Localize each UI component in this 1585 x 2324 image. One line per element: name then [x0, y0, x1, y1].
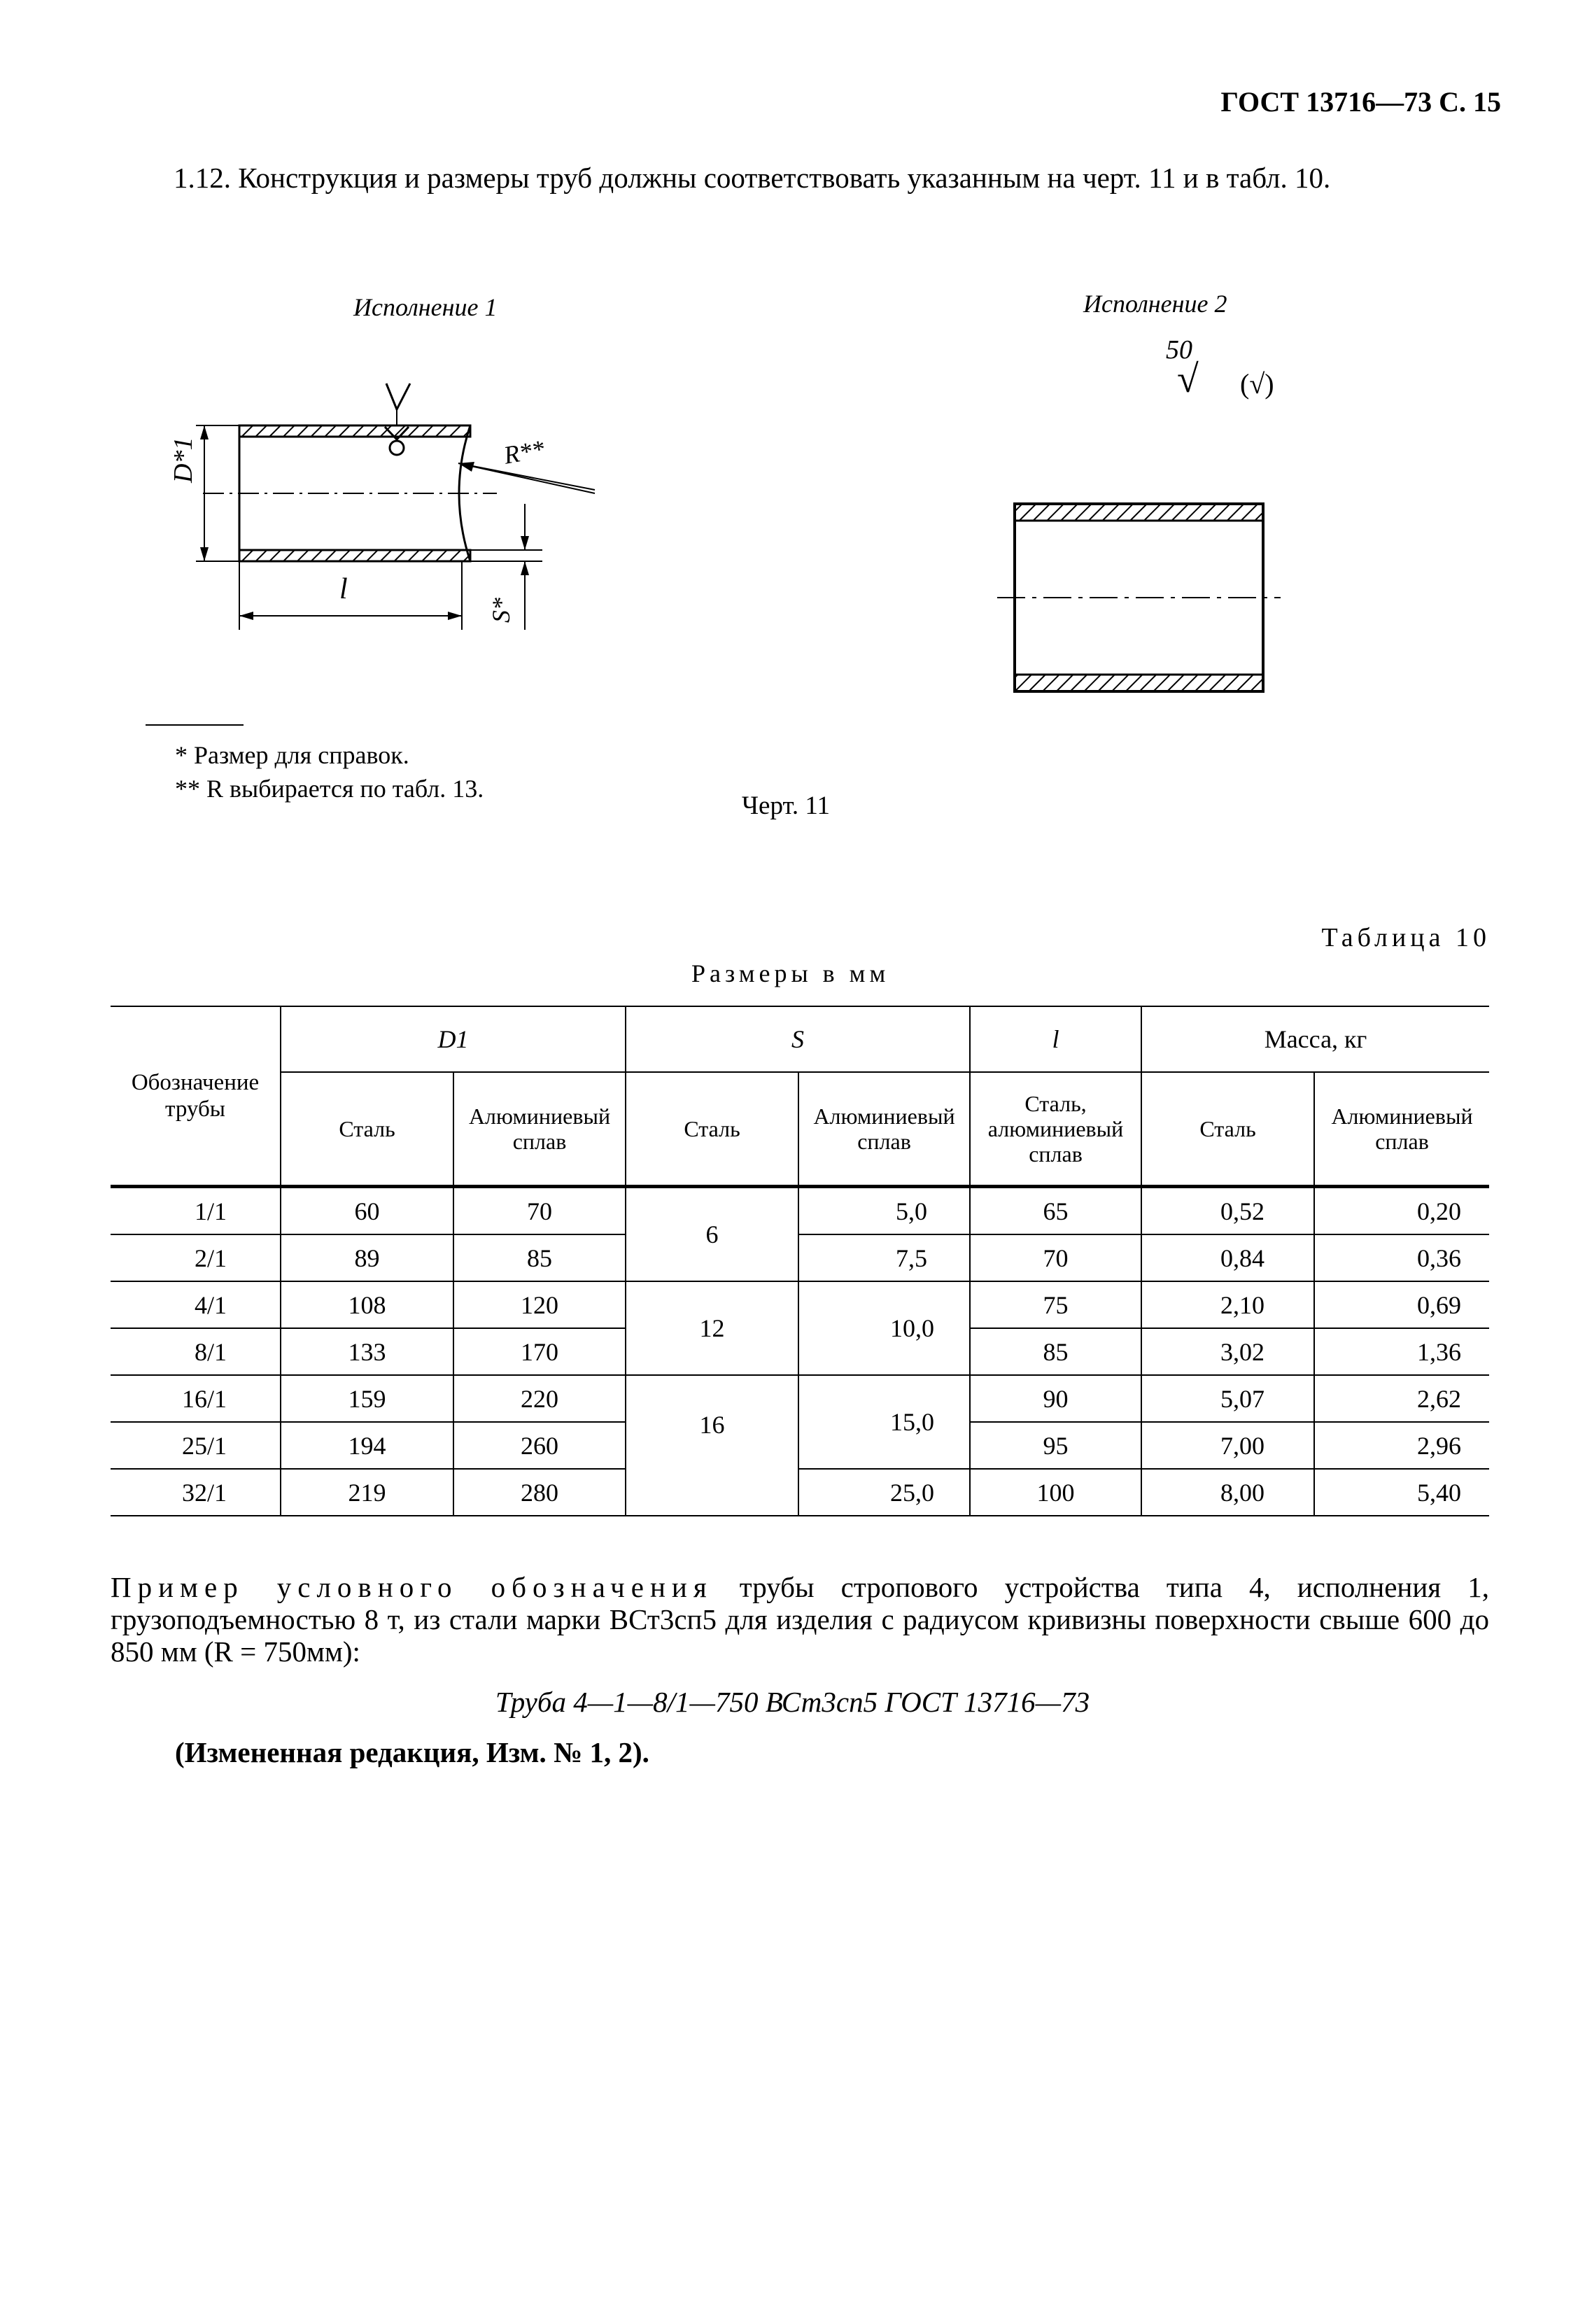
cell-designation: 16/1	[111, 1375, 281, 1422]
cell-mass-steel: 2,10	[1141, 1281, 1314, 1328]
cell-d1-steel: 60	[281, 1187, 453, 1235]
cell-l: 75	[970, 1281, 1141, 1328]
cell-s-steel: 12	[626, 1281, 798, 1375]
header-d1: D1	[281, 1006, 626, 1072]
cell-mass-steel: 5,07	[1141, 1375, 1314, 1422]
pipe-dimensions-table	[111, 1006, 1489, 1516]
cell-d1-aluminum: 120	[453, 1281, 626, 1328]
cell-mass-aluminum: 2,62	[1314, 1375, 1489, 1422]
cell-mass-aluminum: 2,96	[1314, 1422, 1489, 1469]
header-s-steel: Сталь	[626, 1072, 798, 1187]
header-d1-steel: Сталь	[281, 1072, 453, 1187]
cell-s-steel: 6	[626, 1187, 798, 1282]
table-row	[111, 1469, 1489, 1516]
note-reference-size: * Размер для справок.	[175, 741, 409, 769]
example-designation: Труба 4—1—8/1—750 ВСт3сп5 ГОСТ 13716—73	[495, 1686, 1090, 1718]
cell-d1-aluminum: 260	[453, 1422, 626, 1469]
figure-notes	[175, 738, 484, 805]
table-row	[111, 1187, 1489, 1235]
header-d1-aluminum: Алюминиевый сплав	[453, 1072, 626, 1187]
cell-designation: 2/1	[111, 1234, 281, 1281]
designation-example-paragraph	[111, 1571, 1489, 1668]
cell-s-aluminum: 10,0	[798, 1281, 970, 1375]
page-header: ГОСТ 13716—73 С. 15	[1220, 86, 1501, 118]
header-mass: Масса, кг	[1141, 1006, 1489, 1072]
cell-d1-steel: 219	[281, 1469, 453, 1516]
cell-s-aluminum: 7,5	[798, 1234, 970, 1281]
cell-mass-steel: 3,02	[1141, 1328, 1314, 1375]
table-row	[111, 1281, 1489, 1328]
cell-designation: 4/1	[111, 1281, 281, 1328]
cell-designation: 1/1	[111, 1187, 281, 1235]
caption-variant-1: Исполнение 1	[353, 293, 498, 321]
cell-mass-aluminum: 5,40	[1314, 1469, 1489, 1516]
header-l: l	[970, 1006, 1141, 1072]
table-row	[111, 1375, 1489, 1422]
pipe-drawing-variant-2	[994, 490, 1288, 707]
cell-designation: 25/1	[111, 1422, 281, 1469]
cell-d1-steel: 89	[281, 1234, 453, 1281]
roughness-value: 50	[1166, 335, 1192, 365]
header-s-aluminum: Алюминиевый сплав	[798, 1072, 970, 1187]
cell-d1-steel: 133	[281, 1328, 453, 1375]
cell-designation: 8/1	[111, 1328, 281, 1375]
cell-s-aluminum: 15,0	[798, 1375, 970, 1469]
cell-mass-aluminum: 0,36	[1314, 1234, 1489, 1281]
dim-r-label: R**	[501, 435, 547, 470]
cell-l: 90	[970, 1375, 1141, 1422]
cell-mass-steel: 7,00	[1141, 1422, 1314, 1469]
example-text: трубы стропового устройства типа 4, исполнения 1, грузоподъемностью 8 т, из стали марки ВСт3сп5 для изделия с радиусом кривизны поверхности свыше 600 до 850 мм (R = 750мм):	[111, 1571, 1489, 1668]
dim-l-label: l	[339, 573, 348, 605]
cell-mass-steel: 0,84	[1141, 1234, 1314, 1281]
cell-l: 70	[970, 1234, 1141, 1281]
figure-label: Черт. 11	[742, 791, 830, 820]
table-title: Таблица 10	[1321, 923, 1491, 952]
cell-l: 85	[970, 1328, 1141, 1375]
dim-d1-label: D*1	[169, 437, 198, 483]
clause-1-12-text: 1.12. Конструкция и размеры труб должны соответствовать указанным на черт. 11 и в табл. 10.	[174, 162, 1331, 194]
cell-d1-steel: 159	[281, 1375, 453, 1422]
cell-d1-aluminum: 70	[453, 1187, 626, 1235]
cell-designation: 32/1	[111, 1469, 281, 1516]
notes-divider	[146, 724, 244, 726]
caption-variant-2: Исполнение 2	[1083, 290, 1227, 318]
roughness-paren-icon: (√)	[1240, 368, 1274, 400]
example-lead: Пример условного обозначения	[111, 1571, 713, 1603]
cell-mass-aluminum: 0,20	[1314, 1187, 1489, 1235]
cell-d1-aluminum: 170	[453, 1328, 626, 1375]
cell-l: 65	[970, 1187, 1141, 1235]
header-mass-aluminum: Алюминиевый сплав	[1314, 1072, 1489, 1187]
cell-d1-steel: 108	[281, 1281, 453, 1328]
table-units: Размеры в мм	[691, 959, 890, 987]
header-mass-steel: Сталь	[1141, 1072, 1314, 1187]
cell-s-aluminum: 5,0	[798, 1187, 970, 1235]
cell-mass-steel: 8,00	[1141, 1469, 1314, 1516]
pipe-drawing-variant-1	[161, 378, 616, 644]
dim-s-label: S*	[487, 598, 515, 623]
cell-d1-aluminum: 280	[453, 1469, 626, 1516]
header-designation: Обозначение трубы	[111, 1006, 281, 1187]
cell-mass-aluminum: 0,69	[1314, 1281, 1489, 1328]
cell-mass-aluminum: 1,36	[1314, 1328, 1489, 1375]
note-r-selection: ** R выбирается по табл. 13.	[175, 775, 484, 803]
cell-d1-aluminum: 220	[453, 1375, 626, 1422]
header-l-material: Сталь, алюминиевый сплав	[970, 1072, 1141, 1187]
amendment-note: (Измененная редакция, Изм. № 1, 2).	[175, 1736, 649, 1768]
cell-s-steel: 16	[626, 1375, 798, 1516]
cell-l: 100	[970, 1469, 1141, 1516]
cell-mass-steel: 0,52	[1141, 1187, 1314, 1235]
table-row	[111, 1234, 1489, 1281]
cell-d1-steel: 194	[281, 1422, 453, 1469]
cell-s-aluminum: 25,0	[798, 1469, 970, 1516]
header-s: S	[626, 1006, 970, 1072]
cell-d1-aluminum: 85	[453, 1234, 626, 1281]
roughness-check-icon: √	[1177, 358, 1199, 401]
cell-l: 95	[970, 1422, 1141, 1469]
